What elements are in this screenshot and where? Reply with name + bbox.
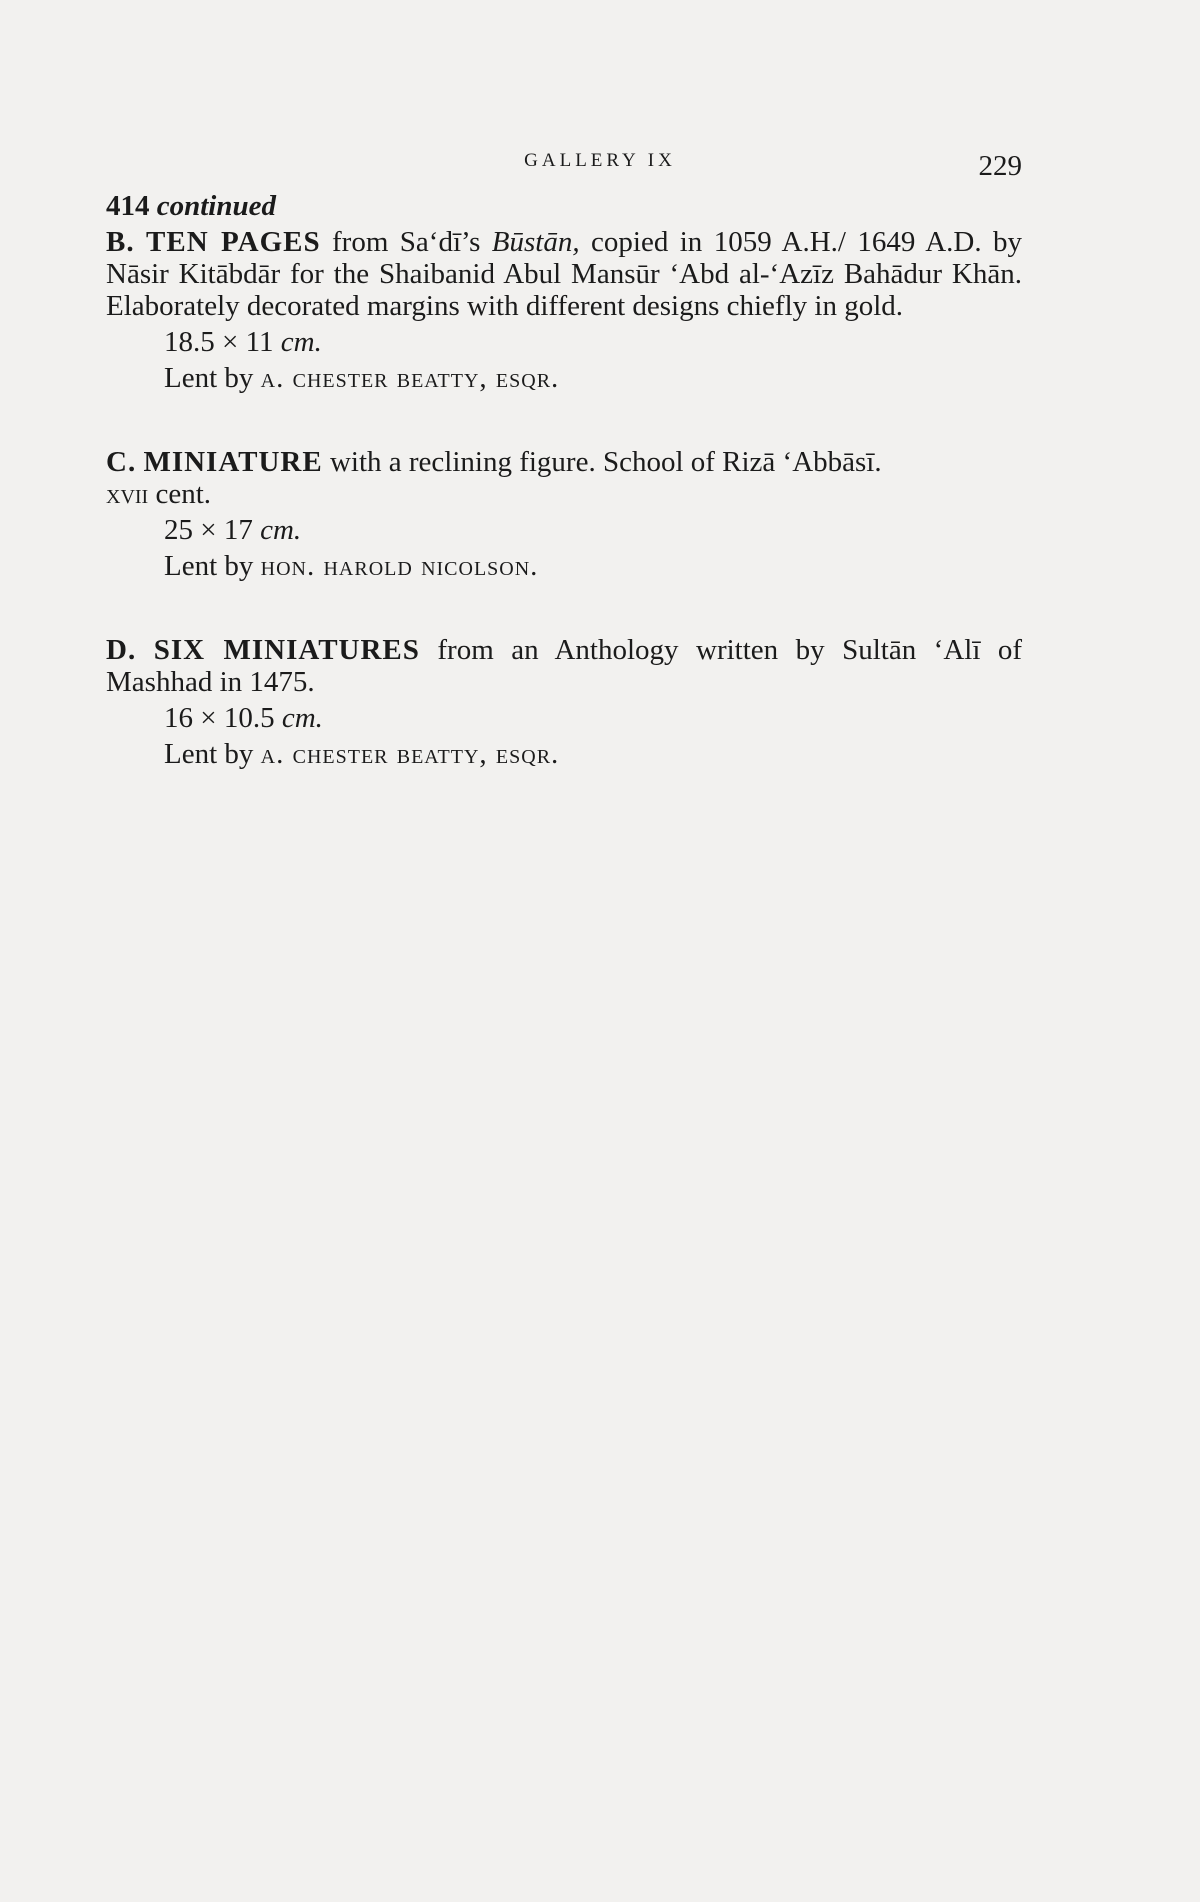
catalogue-item-c (106, 446, 1022, 582)
item-dimensions (106, 326, 1022, 358)
item-lender-line (106, 362, 1022, 394)
item-letter: C. (106, 446, 137, 478)
item-description (106, 226, 1022, 322)
item-lender-line (106, 738, 1022, 770)
item-desc-before: from an Anthology written by Sultān ‘Alī of Mashhad in 1475. (106, 634, 1023, 698)
lender-name: a. chester beatty, esqr. (260, 362, 560, 394)
item-desc-before: with a reclining figure. School of Rizā ‘Abbāsī. (329, 446, 882, 478)
item-letter: B. (106, 226, 135, 258)
item-title: SIX MINIATURES (153, 634, 420, 666)
item-letter: D. (106, 634, 137, 666)
item-title: TEN PAGES (146, 226, 321, 258)
lender-name: a. chester beatty, esqr. (260, 738, 560, 770)
item-dimensions (106, 514, 1022, 546)
page-number: 229 (978, 150, 1022, 182)
item-size: 16 × 10.5 (164, 702, 275, 734)
lent-by-label: Lent by (164, 550, 254, 582)
entry-heading (106, 190, 1022, 222)
item-description (106, 634, 1022, 698)
lent-by-label: Lent by (164, 738, 254, 770)
item-size: 18.5 × 11 (164, 326, 274, 358)
item-century: xvii (106, 478, 149, 510)
lent-by-label: Lent by (164, 362, 254, 394)
item-unit: cm. (280, 326, 322, 358)
item-description (106, 446, 1022, 510)
item-size: 25 × 17 (164, 514, 253, 546)
running-head: GALLERY IX (524, 150, 676, 171)
entry-number: 414 (106, 190, 150, 222)
item-unit: cm. (281, 702, 323, 734)
item-lender-line (106, 550, 1022, 582)
catalogue-item-d (106, 634, 1022, 770)
item-desc-before: from Sa‘dī’s (332, 226, 481, 258)
item-title: MINIATURE (143, 446, 323, 478)
catalogue-item-b (106, 226, 1022, 394)
item-desc-after: copied in 1059 A.H./ 1649 A.D. by Nāsir Kitābdār for the Shaibanid Abul Mansūr ‘Abd al-‘Azīz Bahādur Khān. Elaborately decorated margins with different designs chiefly in gold. (106, 226, 1023, 322)
entry-continued-label: continued (156, 190, 276, 222)
catalogue-text (106, 190, 1022, 770)
item-unit: cm. (260, 514, 302, 546)
item-work-title: Būstān, (491, 226, 580, 258)
lender-name: hon. harold nicolson. (260, 550, 539, 582)
item-dimensions (106, 702, 1022, 734)
item-desc-after: cent. (155, 478, 212, 510)
